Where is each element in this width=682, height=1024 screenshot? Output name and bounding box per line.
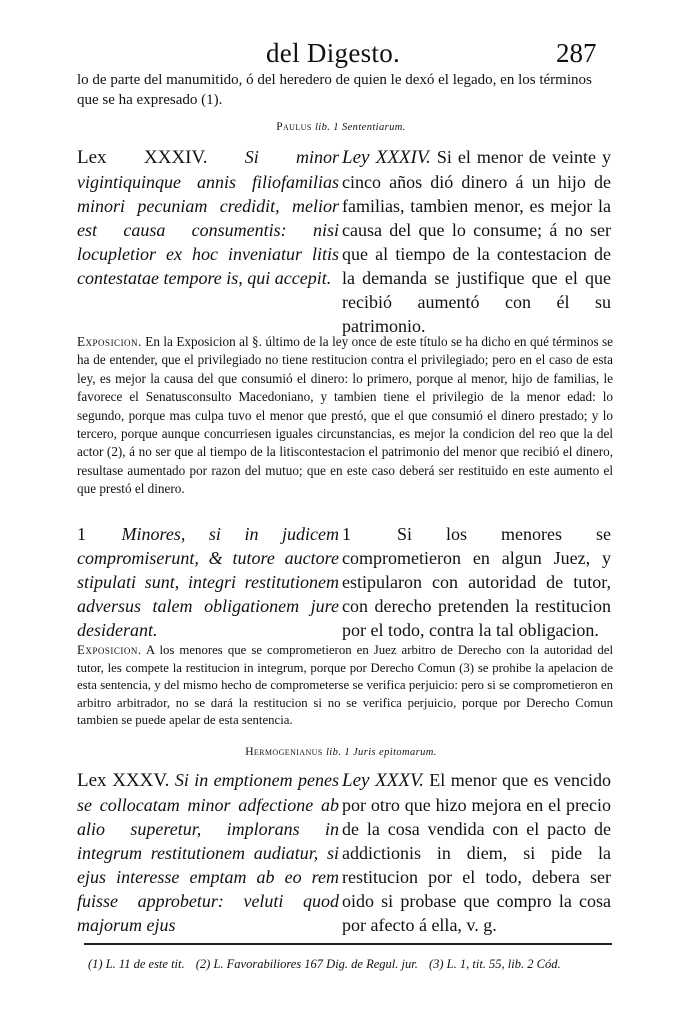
spanish-column [342,145,611,338]
footnote-rule [84,943,612,945]
spanish-text: Si los menores se comprometieron en algun Juez, y estipularon con autoridad de tutor, con derecho pretenden la restitucion por el todo, contra la tal obligacion. [342,524,611,640]
latin-text: Si minor vigintiquinque annis filiofamilias minori pecuniam credidit, melior est causa consumentis: nisi locupletior ex hoc inveniatur litis contestatae tempore is, qui accepit. [77,147,339,288]
source-author: Paulus [276,121,312,133]
source-citation [0,746,682,758]
latin-column [77,145,339,290]
exposicion-label: Exposicion. [77,643,142,657]
source-work: lib. 1 Juris epitomarum. [325,747,437,758]
running-head [0,38,682,70]
latin-text: Si in emptionem penes se collocatam minor adfectione ab alio superetur, implorans in integrum restitutionem audiatur, si ejus interesse emptam ab eo rem fuisse approbetur: veluti quod majorum ejus [77,770,340,935]
page-number: 287 [556,38,597,68]
footnotes [88,957,618,972]
latin-column [77,768,339,937]
exposicion-note [77,642,613,730]
ley-heading: Ley XXXV. [342,770,424,791]
exposicion-note [77,333,613,499]
source-author: Hermogenianus [245,746,323,758]
exposicion-text: A los menores que se comprometieron en Juez arbitro de Derecho con la autoridad del tutor, les compete la restitucion in integrum, porque por Derecho Comun (3) se prohibe la apelacion de esta sentencia, y del mismo hecho de comprometerse se verifica perjuicio: pero si se comprometieron en arbitro arbitrador, no se dará la restitucion si no se verifica perjuicio, porque por Derecho Comun tambien se puede apelar de esta sentencia. [77,643,613,728]
latin-column [77,522,339,642]
footnote: (1) L. 11 de este tit. [88,957,185,971]
lex-heading: Lex XXXV. [77,770,170,791]
paragraph-number: 1 [342,524,351,544]
exposicion-label: Exposicion. [77,334,142,349]
latin-text: Minores, si in judicem compromiserunt, & tutore auctore stipulati sunt, integri restitutionem adversus talem obligationem jure desiderant. [77,524,339,640]
spanish-text: Si el menor de veinte y cinco años dió dinero á un hijo de familias, tambien menor, es mejor la causa del que lo consume; á no ser que al tiempo de la contestacion de la demanda se justifique que el que recibió aumentó con él su patrimonio. [342,147,611,336]
ley-heading: Ley XXXIV. [342,147,431,168]
footnote: (2) L. Favorabiliores 167 Dig. de Regul. jur. [195,957,418,971]
spanish-column [342,522,611,642]
exposicion-text: En la Exposicion al §. último de la ley once de este título se ha dicho en qué términos se ha de entender, que el privilegiado no tiene restitucion contra el privilegiado; pero en el caso de esta ley, es mejor la causa del que consumió el dinero: lo primero, porque al menor, hijo de familias, le favorece el Senatusconsulto Macedoniano, y tambien tiene el privilegio de la menor edad: lo segundo, porque mas culpa tuvo el menor que prestó, que el que consumió el dinero prestado; y lo tercero, porque aunque concurriesen iguales circunstancias, es mejor la condicion del reo que la del actor (2), á no ser que al tiempo de la litiscontestacion el patrimonio del menor que recibió el dinero, resultase aumentado por razon del mutuo; que en este caso deberá ser restituido en este aumento el que prestó el dinero. [77,334,613,497]
source-work: lib. 1 Sententiarum. [314,122,406,133]
spanish-text: El menor que es vencido por otro que hizo mejora en el precio de la cosa vendida con el pacto de addictionis in diem, si pide la restitucion por el todo, debera ser oido si probase que compro la cosa por afecto á ella, v. g. [342,770,611,935]
spanish-column [342,768,611,937]
running-title: del Digesto. [266,38,401,68]
lex-heading: Lex XXXIV. [77,147,208,168]
footnote: (3) L. 1, tit. 55, lib. 2 Cód. [428,957,561,971]
intro-paragraph: lo de parte del manumitido, ó del heredero de quien le dexó el legado, en los términos que se ha expresado (1). [77,72,592,108]
paragraph-number: 1 [77,524,86,544]
source-citation [0,121,682,133]
